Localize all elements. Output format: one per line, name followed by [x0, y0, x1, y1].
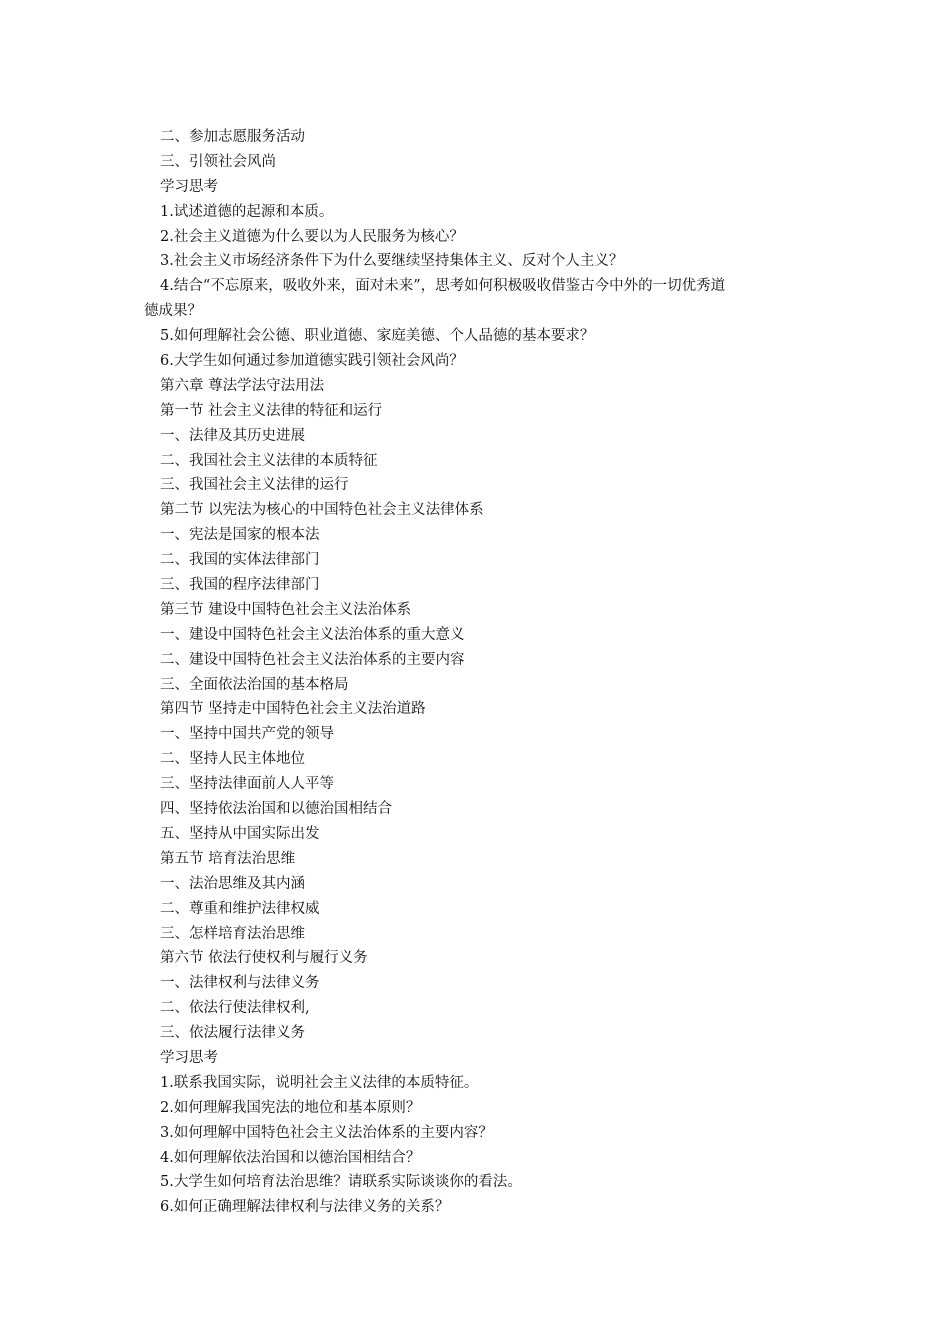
subsection-item: 二、坚持人民主体地位 — [160, 751, 305, 768]
subsection-item: 四、坚持依法治国和以德治国相结合 — [160, 801, 392, 818]
subsection-item: 二、依法行使法律权利, — [160, 1000, 310, 1017]
question-item: 1.联系我国实际，说明社会主义法律的本质特征。 — [160, 1074, 479, 1091]
section-title: 第六节 依法行使权利与履行义务 — [160, 950, 368, 967]
question-item: 3.社会主义市场经济条件下为什么要继续坚持集体主义、反对个人主义？ — [160, 253, 624, 270]
subsection-item: 一、法治思维及其内涵 — [160, 875, 305, 892]
section-title: 第二节 以宪法为核心的中国特色社会主义法律体系 — [160, 502, 484, 519]
subsection-item: 一、法律权利与法律义务 — [160, 975, 320, 992]
study-questions-heading: 学习思考 — [160, 178, 218, 195]
question-item: 2.社会主义道德为什么要以为人民服务为核心？ — [160, 228, 464, 245]
subsection-item: 一、建设中国特色社会主义法治体系的重大意义 — [160, 626, 465, 643]
subsection-item: 一、宪法是国家的根本法 — [160, 527, 320, 544]
question-item: 6.大学生如何通过参加道德实践引领社会风尚？ — [160, 353, 464, 370]
subsection-item: 二、我国社会主义法律的本质特征 — [160, 452, 378, 469]
subsection-item: 二、我国的实体法律部门 — [160, 552, 320, 569]
section-title: 第五节 培育法治思维 — [160, 850, 296, 867]
subsection-item: 五、坚持从中国实际出发 — [160, 825, 320, 842]
section-heading: 二、参加志愿服务活动 — [160, 129, 305, 145]
study-questions-heading: 学习思考 — [160, 1049, 218, 1066]
subsection-item: 三、坚持法律面前人人平等 — [160, 776, 334, 793]
question-item: 5.大学生如何培育法治思维？请联系实际谈谈你的看法。 — [160, 1174, 522, 1191]
chapter-title: 第六章 尊法学法守法用法 — [160, 377, 325, 394]
subsection-item: 三、全面依法治国的基本格局 — [160, 676, 349, 693]
question-item: 6.如何正确理解法律权利与法律义务的关系？ — [160, 1199, 450, 1216]
question-item: 4.如何理解依法治国和以德治国相结合？ — [160, 1149, 421, 1166]
subsection-item: 三、依法履行法律义务 — [160, 1025, 305, 1042]
subsection-item: 三、怎样培育法治思维 — [160, 925, 305, 942]
question-item: 3.如何理解中国特色社会主义法治体系的主要内容？ — [160, 1124, 493, 1141]
subsection-item: 三、我国社会主义法律的运行 — [160, 477, 349, 494]
question-item-continuation: 德成果？ — [144, 303, 202, 320]
document-body — [144, 125, 800, 1220]
section-title: 第四节 坚持走中国特色社会主义法治道路 — [160, 701, 426, 718]
question-item: 5.如何理解社会公德、职业道德、家庭美德、个人品德的基本要求？ — [160, 328, 595, 345]
subsection-item: 一、法律及其历史进展 — [160, 427, 305, 444]
section-heading: 三、引领社会风尚 — [160, 153, 276, 170]
section-title: 第三节 建设中国特色社会主义法治体系 — [160, 601, 412, 618]
subsection-item: 三、我国的程序法律部门 — [160, 577, 320, 594]
subsection-item: 二、尊重和维护法律权威 — [160, 900, 320, 917]
section-title: 第一节 社会主义法律的特征和运行 — [160, 402, 383, 419]
question-item: 4.结合“不忘原来，吸收外来，面对未来”，思考如何积极吸收借鉴古今中外的一切优秀道 — [160, 278, 726, 295]
question-item: 1.试述道德的起源和本质。 — [160, 203, 334, 220]
subsection-item: 二、建设中国特色社会主义法治体系的主要内容 — [160, 651, 465, 668]
subsection-item: 一、坚持中国共产党的领导 — [160, 726, 334, 743]
question-item: 2.如何理解我国宪法的地位和基本原则？ — [160, 1099, 421, 1116]
